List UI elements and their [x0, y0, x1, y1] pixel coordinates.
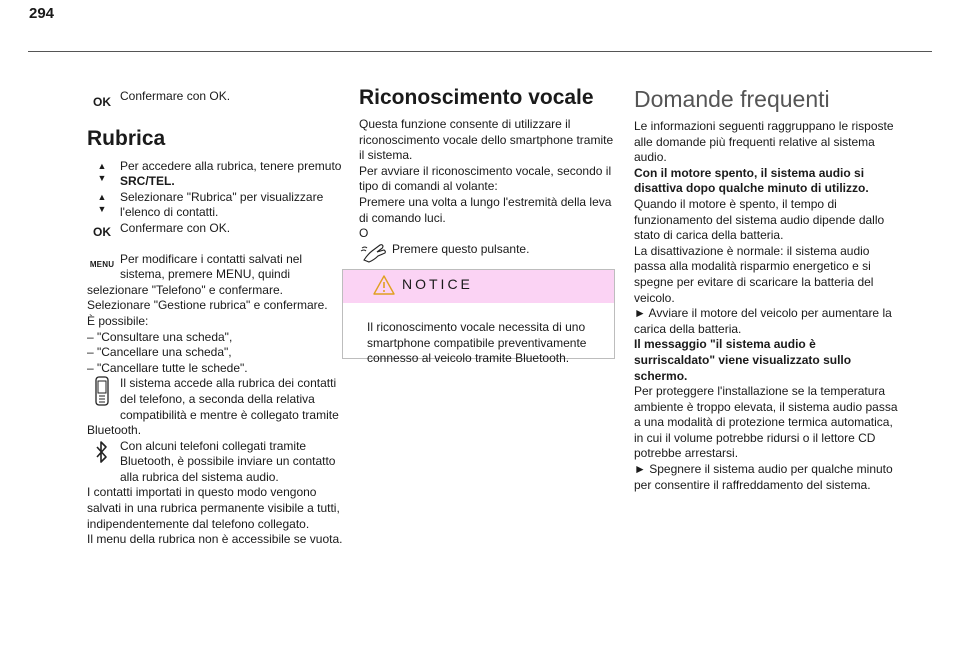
phone-icon — [87, 376, 117, 411]
ok-icon: OK — [93, 95, 111, 109]
top-rule — [28, 51, 932, 52]
voice-or: O — [359, 226, 369, 241]
possible-line: È possibile: — [87, 313, 149, 328]
up-down-arrows-icon: ▲ ▼ — [97, 191, 107, 214]
voice-para-3: Premere una volta a lungo l'estremità della leva di comando luci. — [359, 194, 612, 225]
voice-para-2: Per avviare il riconoscimento vocale, secondo il tipo di comandi al volante: — [359, 163, 612, 194]
phone-block — [87, 376, 347, 438]
select-line-1: Selezionare "Rubrica" per visualizzare — [120, 189, 324, 204]
phone-text: Il sistema accede alla rubrica dei contatti del telefono, a seconda della relativa compatibilità e mentre è collegato tramite Bluetooth. — [87, 376, 339, 438]
modify-line-1: Per modificare i contatti salvati nel — [120, 251, 303, 266]
gestione-line: Selezionare "Gestione rubrica" e confermare. — [87, 298, 328, 313]
confirm-ok-text: Confermare con OK. — [120, 89, 231, 103]
confirm-ok-text-2: Confermare con OK. — [120, 220, 231, 235]
menu-icon: MENU — [89, 259, 115, 269]
column-rubrica — [87, 85, 347, 548]
voice-button-text: Premere questo pulsante. — [392, 241, 530, 256]
faq-question-2: Il messaggio "il sistema audio è surriscaldato" viene visualizzato sullo schermo. — [634, 337, 852, 383]
select-row — [87, 190, 347, 221]
page-number: 294 — [29, 5, 55, 22]
access-line-1: Per accedere alla rubrica, tenere premuto — [120, 158, 342, 173]
faq-answer-1c: ► Avviare il motore del veicolo per aumentare la carica della batteria. — [634, 306, 892, 336]
modify-line-3: selezionare "Telefono" e confermare. — [87, 282, 283, 297]
ok-icon: OK — [93, 224, 111, 239]
faq-title: Domande frequenti — [634, 86, 830, 112]
up-down-arrows-icon: ▲ ▼ — [97, 160, 107, 183]
notice-box — [342, 269, 615, 366]
notice-header — [343, 270, 614, 303]
modify-block — [87, 252, 347, 377]
rubrica-title: Rubrica — [87, 126, 166, 150]
column-faq — [634, 85, 898, 493]
modify-row — [87, 252, 347, 283]
voice-title: Riconoscimento vocale — [359, 86, 594, 109]
bluetooth-icon — [87, 439, 117, 472]
option-2: – "Cancellare una scheda", — [87, 345, 232, 360]
import-text: I contatti importati in questo modo vengono salvati in una rubrica permanente visibile a tutti, indipendentemente dal telefono collegato. — [87, 485, 340, 531]
faq-answer-2b: ► Spegnere il sistema audio per qualche minuto per consentire il raffreddamento del sistema. — [634, 462, 893, 492]
column-voice — [359, 85, 619, 257]
voice-button-row — [359, 242, 619, 258]
warning-icon — [373, 275, 395, 300]
modify-line-2: sistema, premere MENU, quindi — [120, 267, 291, 282]
faq-answer-2a: Per proteggere l'installazione se la temperatura ambiente è troppo elevata, il sistema audio passa a una modalità di protezione termica automatica, in cui il volume potrebbe ridursi o il lettore CD potrebbe arrestarsi. — [634, 384, 898, 461]
faq-intro: Le informazioni seguenti raggruppano le risposte alle domande più frequenti relative al sistema audio. — [634, 119, 894, 165]
faq-question-1: Con il motore spento, il sistema audio si disattiva dopo qualche minuto di utilizzo. — [634, 165, 869, 196]
select-line-2: l'elenco di contatti. — [120, 205, 219, 220]
faq-answer-1a: Quando il motore è spento, il tempo di funzionamento del sistema audio dipende dallo stato di carica della batteria. — [634, 196, 885, 243]
option-1: – "Consultare una scheda", — [87, 329, 233, 344]
access-line-2: SRC/TEL. — [120, 174, 175, 189]
faq-answer-1b: La disattivazione è normale: il sistema audio passa alla modalità risparmio energetico e si spegne per evitare di scaricare la batteria del veicolo. — [634, 243, 874, 305]
bt-block — [87, 439, 347, 486]
notice-title: NOTICE — [402, 276, 473, 292]
confirm-ok-row — [87, 89, 347, 109]
notice-text: Il riconoscimento vocale necessita di uno smartphone compatibile preventivamente connesso al veicolo tramite Bluetooth. — [367, 320, 587, 366]
voice-para-1: Questa funzione consente di utilizzare il riconoscimento vocale dello smartphone tramite il sistema. — [359, 117, 614, 163]
menu-na-text: Il menu della rubrica non è accessibile se vuota. — [87, 532, 343, 547]
bt-text: Con alcuni telefoni collegati tramite Bluetooth, è possibile inviare un contatto alla rubrica del sistema audio. — [120, 438, 336, 484]
option-3: – "Cancellare tutte le schede". — [87, 360, 248, 375]
confirm-ok-row-2 — [87, 221, 347, 237]
voice-hand-icon — [359, 242, 389, 269]
access-row — [87, 159, 347, 190]
